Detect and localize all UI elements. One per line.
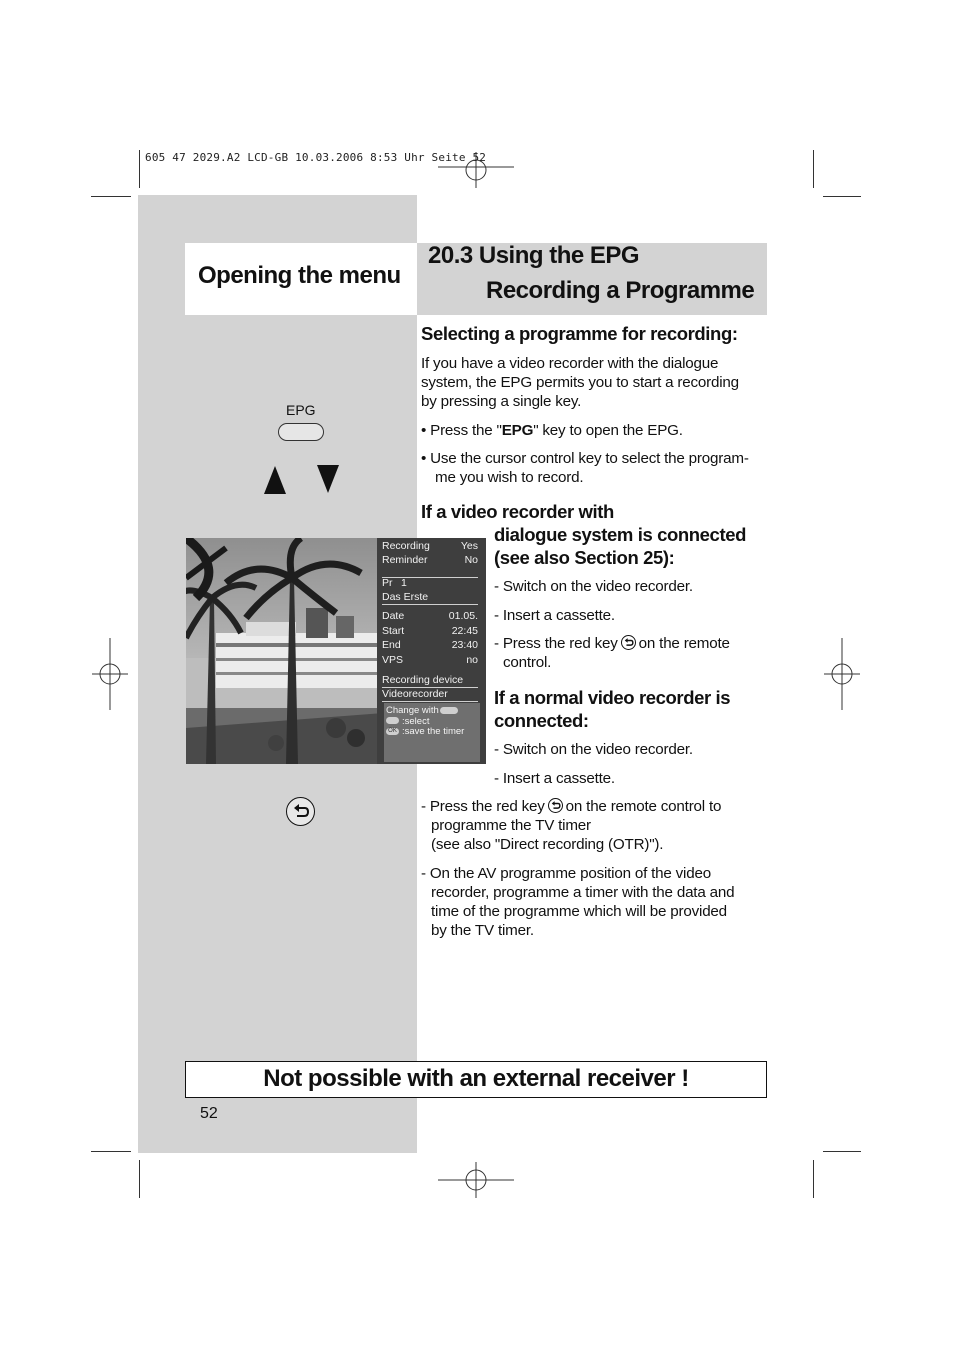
step-text: - Press the red key (421, 798, 545, 815)
crop-mark (813, 150, 814, 188)
intro-line: by pressing a single key. (421, 393, 582, 410)
notice-box (185, 1061, 767, 1098)
crop-mark (813, 1160, 814, 1198)
red-key-icon (286, 797, 315, 826)
ok-key-icon: OK (386, 728, 399, 735)
crop-mark (823, 196, 861, 197)
osd-end-value: 23:40 (451, 639, 478, 651)
section-subtitle: Recording a Programme (486, 277, 755, 304)
step-text: on the remote (638, 635, 730, 652)
osd-channel: Das Erste (382, 591, 429, 603)
osd-device-label: Recording device (382, 674, 464, 686)
arrow-down-icon (317, 465, 339, 493)
normal-step (421, 797, 721, 816)
osd-reminder-label: Reminder (382, 554, 428, 566)
up-down-key-icon (386, 717, 399, 724)
osd-recording-label: Recording (382, 540, 430, 552)
normal-step: time of the programme which will be provided (431, 903, 727, 920)
bullet-text: • Press the " (421, 422, 502, 439)
normal-step: - On the AV programme position of the video (421, 865, 711, 882)
step-text: - Press the red key (494, 635, 618, 652)
registration-mark-icon (436, 1160, 516, 1200)
dialogue-step: control. (503, 654, 552, 671)
crop-mark (823, 1151, 861, 1152)
heading-normal: If a normal video recorder is (494, 687, 731, 708)
left-title: Opening the menu (198, 262, 401, 289)
tv-photo (186, 538, 384, 764)
heading-normal: connected: (494, 710, 589, 731)
section-title: 20.3 Using the EPG (428, 242, 640, 269)
arrow-up-icon (264, 466, 286, 494)
red-key-icon (621, 635, 636, 650)
osd-help-save: :save the timer (402, 726, 465, 737)
bullet-text: " key to open the EPG. (533, 422, 683, 439)
osd-pr-label: Pr (382, 577, 393, 589)
osd-help-change: Change with (386, 705, 439, 716)
dialogue-step (494, 634, 730, 653)
crop-mark (91, 1151, 131, 1152)
crop-mark (91, 196, 131, 197)
normal-step: - Insert a cassette. (494, 770, 615, 787)
crop-mark (139, 1160, 140, 1198)
bullet-cursor: • Use the cursor control key to select the program- (421, 450, 749, 467)
osd-end-label: End (382, 639, 401, 651)
normal-step: programme the TV timer (431, 817, 591, 834)
osd-pr-value: 1 (401, 577, 407, 589)
osd-help-box (384, 703, 480, 762)
osd-help-select: :select (402, 716, 430, 727)
normal-step: - Switch on the video recorder. (494, 741, 693, 758)
red-key-icon (548, 798, 563, 813)
osd-vps-value: no (466, 654, 478, 666)
osd-start-label: Start (382, 625, 405, 637)
heading-dialogue: If a video recorder with (421, 501, 614, 522)
print-slug: 605 47 2029.A2 LCD-GB 10.03.2006 8:53 Uhr Seite 52 (145, 151, 487, 164)
osd-device-value: Videorecorder (382, 688, 448, 700)
dialogue-step: - Insert a cassette. (494, 607, 615, 624)
heading-selecting: Selecting a programme for recording: (421, 323, 738, 344)
heading-dialogue: (see also Section 25): (494, 547, 675, 568)
osd-reminder-value: No (464, 554, 478, 566)
osd-start-value: 22:45 (451, 625, 478, 637)
bullet-cursor: me you wish to record. (435, 469, 584, 486)
notice-text: Not possible with an external receiver ! (263, 1065, 689, 1092)
normal-step: (see also "Direct recording (OTR)"). (431, 836, 664, 853)
osd-date-label: Date (382, 610, 405, 622)
dialogue-step: - Switch on the video recorder. (494, 578, 693, 595)
registration-mark-icon (90, 636, 130, 712)
cursor-key-icon (440, 707, 458, 714)
step-text: on the remote control to (565, 798, 722, 815)
bullet-press-epg (421, 421, 683, 440)
heading-dialogue: dialogue system is connected (494, 524, 746, 545)
osd-divider (382, 604, 478, 605)
normal-step: recorder, programme a timer with the data and (431, 884, 735, 901)
osd-vps-label: VPS (382, 654, 404, 666)
osd-divider (382, 701, 478, 702)
epg-key-label: EPG (286, 402, 316, 418)
epg-key-name: EPG (501, 422, 534, 439)
osd-date-value: 01.05. (448, 610, 478, 622)
osd-recording-value: Yes (460, 540, 478, 552)
crop-mark (139, 150, 140, 188)
intro-line: If you have a video recorder with the dialogue (421, 355, 719, 372)
normal-step: by the TV timer. (431, 922, 534, 939)
epg-key-icon (278, 423, 324, 441)
page-number: 52 (200, 1105, 218, 1122)
registration-mark-icon (822, 636, 862, 712)
intro-line: system, the EPG permits you to start a recording (421, 374, 739, 391)
